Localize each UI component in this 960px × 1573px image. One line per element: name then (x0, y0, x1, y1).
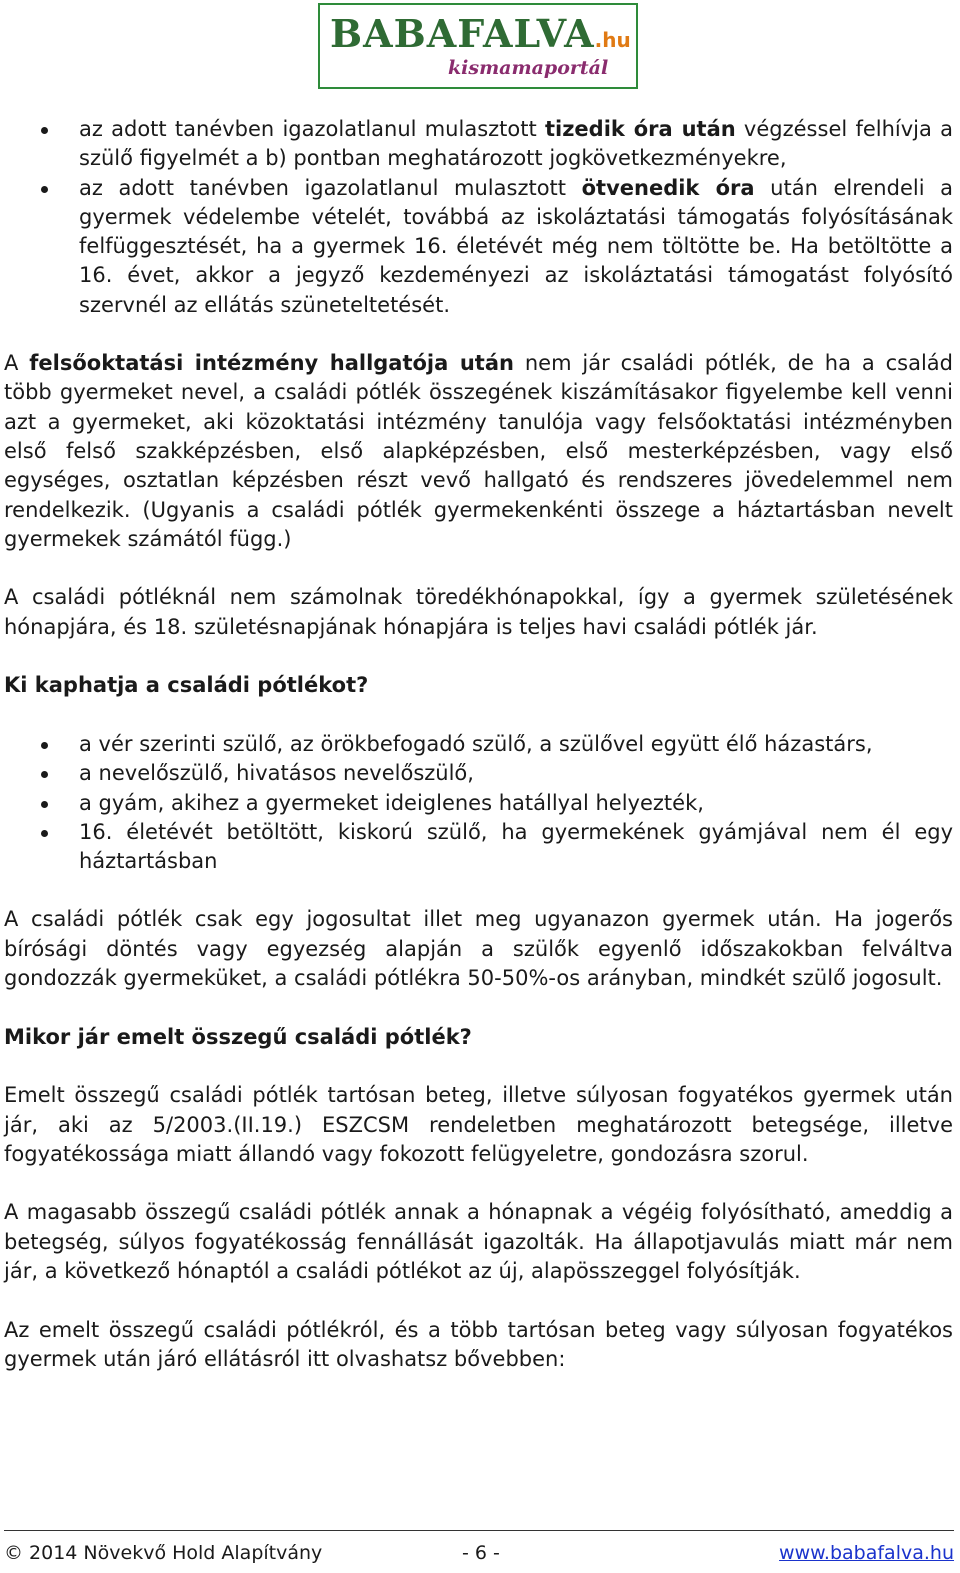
footer-copyright: © 2014 Növekvő Hold Alapítvány (4, 1542, 323, 1564)
heading-who-is-eligible: Ki kaphatja a családi pótlékot? (4, 673, 369, 698)
heading-increased-amount: Mikor jár emelt összegű családi pótlék? (4, 1024, 472, 1049)
paragraph-single-beneficiary: A családi pótlék csak egy jogosultat illet meg ugyanazon gyermek után. Ha jogerős bírósági döntés vagy egyezség alapján a szülők egyenlő időszakokban felváltva gondozzák gyermeküket, a családi pótlékra 50-50%-os arányban, mindkét szülő jogosult. (4, 907, 953, 991)
babafalva-logo (318, 3, 638, 89)
document-body (4, 115, 953, 1403)
paragraph-read-more: Az emelt összegű családi pótlékról, és a több tartósan beteg vagy súlyosan fogyatékos gyermek után járó ellátásról itt olvashatsz bővebben: (4, 1317, 953, 1371)
paragraph-increased-amount: Emelt összegű családi pótlék tartósan beteg, illetve súlyosan fogyatékos gyermek után jár, aki az 5/2003.(II.19.) ESZCSM rendeletben meghatározott betegsége, illetve fogyatékossága miatt állandó vagy fokozott felügyeletre, gondozásra szorul. (4, 1083, 953, 1166)
footer-website-link[interactable]: www.babafalva.hu (779, 1542, 954, 1564)
eligible-list (4, 730, 953, 876)
page-number: - 6 - (462, 1542, 500, 1564)
consequence-list (4, 115, 953, 320)
list-item: az adott tanévben igazolatlanul mulasztott ötvenedik óra után elrendeli a gyermek védelembe vételét, továbbá az iskoláztatási támogatás folyósításának felfüggesztését, ha a gyermek 16. életévét még nem töltötte be. Ha betöltötte a 16. évet, akkor a jegyző kezdeményezi az iskoláztatási támogatást folyósító szervnél az ellátás szüneteltetését. (4, 174, 953, 320)
list-item: a vér szerinti szülő, az örökbefogadó szülő, a szülővel együtt élő házastárs, (4, 730, 953, 759)
list-item: a gyám, akihez a gyermeket ideiglenes hatállyal helyezték, (4, 789, 953, 818)
list-item: a nevelőszülő, hivatásos nevelőszülő, (4, 759, 953, 788)
paragraph-partial-months: A családi pótléknál nem számolnak töredékhónapokkal, így a gyermek születésének hónapjára, és 18. születésnapjának hónapjára is teljes havi családi pótlék jár. (4, 585, 953, 639)
logo-subtitle: kismamaportál (448, 57, 609, 79)
paragraph-higher-education: A felsőoktatási intézmény hallgatója után nem jár családi pótlék, de ha a család több gyermeket nevel, a családi pótlék összegének kiszámításakor figyelembe kell venni azt a gyermeket, aki közoktatási intézmény tanulója vagy felsőoktatási intézményben első felső szakképzésben, első alapképzésben, első mesterképzésben, vagy első egységes, osztatlan képzésben részt vevő hallgató és rendszeres jövedelemmel nem rendelkezik. (Ugyanis a családi pótlék gyermekenkénti összege a háztartásban nevelt gyermekek számától függ.) (4, 351, 954, 551)
logo-suffix: .hu (594, 28, 631, 52)
paragraph-higher-amount-duration: A magasabb összegű családi pótlék annak a hónapnak a végéig folyósítható, ameddig a betegség, súlyos fogyatékosság fennállását igazolták. Ha állapotjavulás miatt már nem jár, a következő hónaptól a családi pótlékot az új, alapösszeggel folyósítják. (4, 1200, 953, 1283)
page-footer (4, 1530, 954, 1564)
list-item: 16. életévét betöltött, kiskorú szülő, ha gyermekének gyámjával nem él egy háztartásban (4, 818, 953, 877)
list-item: az adott tanévben igazolatlanul mulasztott tizedik óra után végzéssel felhívja a szülő figyelmét a b) pontban meghatározott jogkövetkezményekre, (4, 115, 953, 174)
logo-main-text: BABAFALVA (330, 11, 595, 56)
